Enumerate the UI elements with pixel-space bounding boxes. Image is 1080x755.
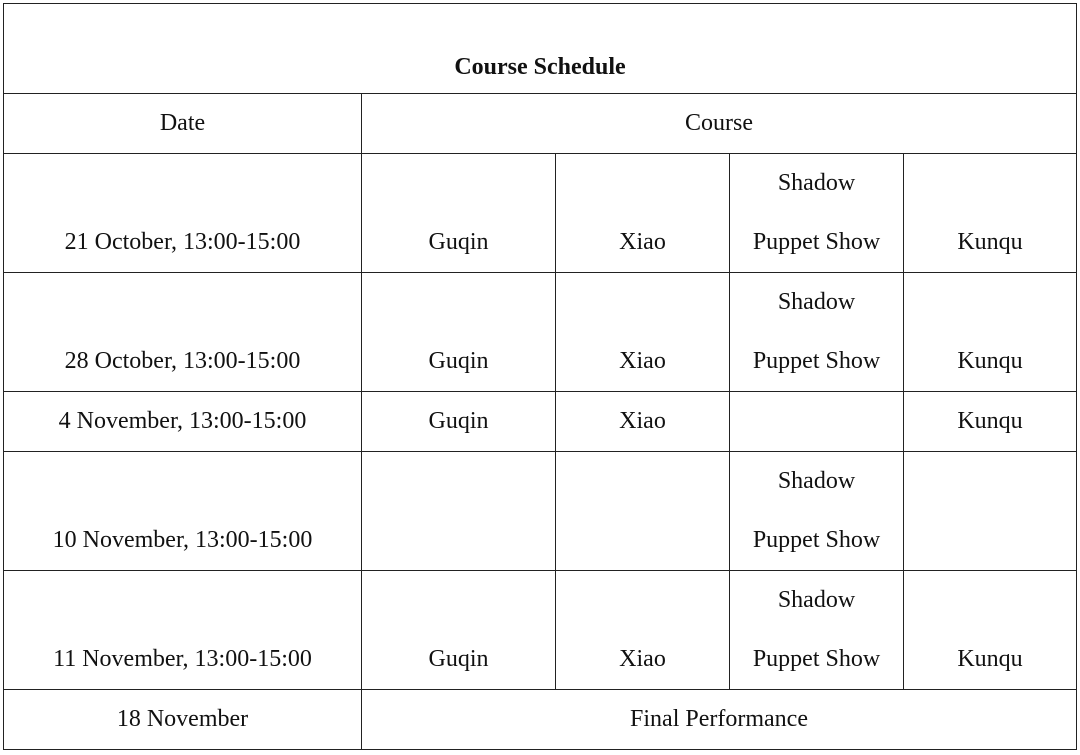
course-text-line2: Puppet Show [752, 527, 881, 553]
date-cell [4, 154, 362, 273]
guqin-cell [362, 154, 556, 273]
date-header: Date [4, 94, 362, 154]
guqin-cell [362, 273, 556, 392]
course-text-line2: Puppet Show [752, 348, 881, 374]
course-text: Xiao [619, 348, 666, 374]
course-text-line1: Shadow [777, 587, 856, 613]
kunqu-cell [904, 273, 1077, 392]
date-text: 28 October, 13:00-15:00 [64, 348, 301, 374]
kunqu-cell [904, 154, 1077, 273]
table-row [4, 690, 1077, 750]
xiao-cell [556, 154, 730, 273]
kunqu-cell: Kunqu [904, 392, 1077, 452]
xiao-cell-empty [556, 452, 730, 571]
header-row [4, 94, 1077, 154]
guqin-cell: Guqin [362, 392, 556, 452]
date-cell: 4 November, 13:00-15:00 [4, 392, 362, 452]
kunqu-cell-empty [904, 452, 1077, 571]
course-text: Guqin [428, 348, 489, 374]
guqin-cell [362, 571, 556, 690]
table-row [4, 452, 1077, 571]
date-text: 11 November, 13:00-15:00 [53, 646, 312, 672]
table-row [4, 273, 1077, 392]
course-text: Xiao [619, 229, 666, 255]
date-cell [4, 571, 362, 690]
xiao-cell [556, 273, 730, 392]
date-text: 21 October, 13:00-15:00 [64, 229, 301, 255]
xiao-cell [556, 571, 730, 690]
date-cell [4, 273, 362, 392]
table-row [4, 154, 1077, 273]
course-text-line1: Shadow [777, 289, 856, 315]
course-text-line1: Shadow [777, 468, 856, 494]
course-text: Guqin [428, 229, 489, 255]
date-cell [4, 452, 362, 571]
shadow-puppet-cell [730, 452, 904, 571]
shadow-puppet-cell-empty [730, 392, 904, 452]
course-text: Kunqu [957, 646, 1023, 672]
course-text-line2: Puppet Show [752, 229, 881, 255]
table-title: Course Schedule [4, 4, 1077, 94]
guqin-cell-empty [362, 452, 556, 571]
course-header: Course [362, 94, 1077, 154]
course-text-line1: Shadow [777, 170, 856, 196]
course-text: Guqin [428, 646, 489, 672]
course-text: Kunqu [957, 348, 1023, 374]
title-row [4, 4, 1077, 94]
shadow-puppet-cell [730, 154, 904, 273]
course-text: Xiao [619, 646, 666, 672]
course-schedule-table [3, 3, 1077, 750]
course-text-line2: Puppet Show [752, 646, 881, 672]
date-cell: 18 November [4, 690, 362, 750]
xiao-cell: Xiao [556, 392, 730, 452]
course-text: Kunqu [957, 229, 1023, 255]
date-text: 10 November, 13:00-15:00 [52, 527, 313, 553]
shadow-puppet-cell [730, 273, 904, 392]
table-row [4, 571, 1077, 690]
kunqu-cell [904, 571, 1077, 690]
table-row [4, 392, 1077, 452]
final-performance-cell: Final Performance [362, 690, 1077, 750]
shadow-puppet-cell [730, 571, 904, 690]
